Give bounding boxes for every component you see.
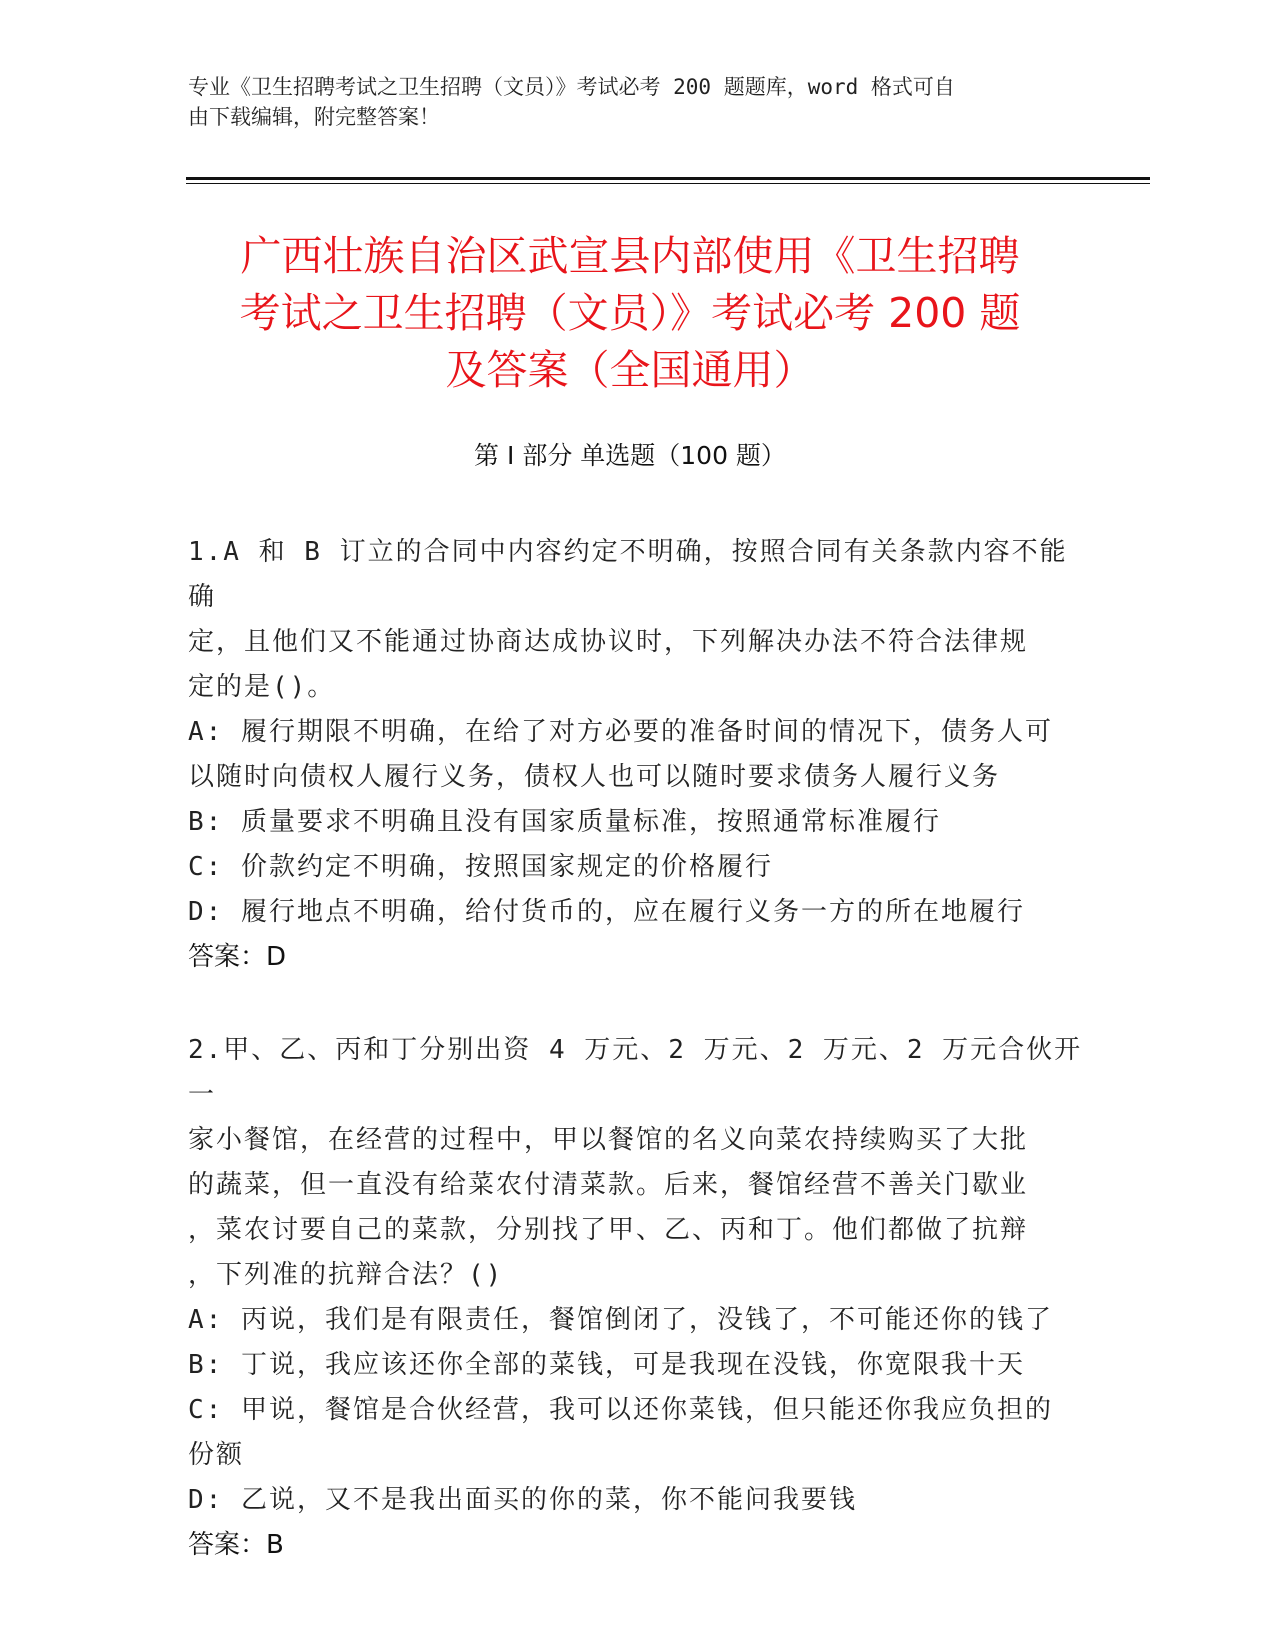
document-title-line: 考试之卫生招聘（文员）》考试必考 200 题 [239,289,1021,337]
header-note-line: 由下载编辑，附完整答案！ [188,105,440,129]
question-list [188,530,1088,1568]
answer-label: 答案：D [188,942,287,972]
option-a: A: 丙说，我们是有限责任，餐馆倒闭了，没钱了，不可能还你的钱了 [188,1305,1053,1335]
question-2 [188,1028,1088,1568]
question-stem-line: ，下列准的抗辩合法？() [188,1260,504,1290]
question-1 [188,530,1088,980]
section-title: 第 I 部分 单选题（100 题） [474,441,786,470]
header-note-line: 专业《卫生招聘考试之卫生招聘（文员）》考试必考 200 题题库，word 格式可自 [188,75,955,99]
option-b: B: 质量要求不明确且没有国家质量标准，按照通常标准履行 [188,807,941,837]
document-title-line: 及答案（全国通用） [445,346,815,394]
option-d: D: 乙说，又不是我出面买的你的菜，你不能问我要钱 [188,1485,857,1515]
question-stem-line: 2.甲、乙、丙和丁分别出资 4 万元、2 万元、2 万元、2 万元合伙开一 [188,1035,1083,1110]
option-a-continued: 以随时向债权人履行义务，债权人也可以随时要求债务人履行义务 [188,762,1001,792]
question-stem-line: ，菜农讨要自己的菜款，分别找了甲、乙、丙和丁。他们都做了抗辩 [188,1215,1029,1245]
option-a: A: 履行期限不明确，在给了对方必要的准备时间的情况下，债务人可 [188,717,1053,747]
option-d: D: 履行地点不明确，给付货币的，应在履行义务一方的所在地履行 [188,897,1025,927]
header-note [188,72,1088,132]
document-title-line: 广西壮族自治区武宣县内部使用《卫生招聘 [240,232,1020,280]
header-divider-thick [186,177,1150,180]
question-stem-line: 定，且他们又不能通过协商达成协议时，下列解决办法不符合法律规 [188,627,1029,657]
question-stem-line: 1.A 和 B 订立的合同中内容约定不明确，按照合同有关条款内容不能确 [188,537,1068,612]
document-title [180,228,1080,399]
question-stem-line: 的蔬菜，但一直没有给菜农付清菜款。后来，餐馆经营不善关门歇业 [188,1170,1029,1200]
header-divider-thin [186,183,1150,184]
option-c: C: 价款约定不明确，按照国家规定的价格履行 [188,852,773,882]
question-stem-line: 定的是()。 [188,672,336,702]
answer-label: 答案：B [188,1530,284,1560]
option-c: C: 甲说，餐馆是合伙经营，我可以还你菜钱，但只能还你我应负担的 [188,1395,1053,1425]
option-b: B: 丁说，我应该还你全部的菜钱，可是我现在没钱，你宽限我十天 [188,1350,1025,1380]
question-stem-line: 家小餐馆，在经营的过程中，甲以餐馆的名义向菜农持续购买了大批 [188,1125,1029,1155]
option-c-continued: 份额 [188,1440,245,1470]
